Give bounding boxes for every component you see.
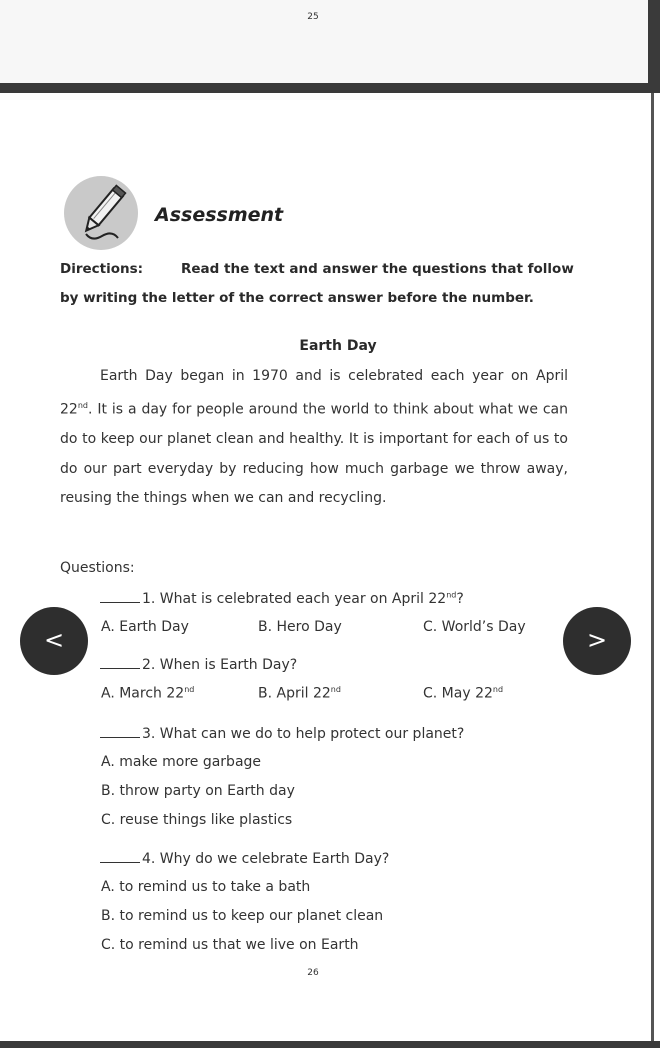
- answer-blank-4: [100, 850, 140, 863]
- question-2-option-a: [101, 685, 194, 702]
- answer-blank-3: [100, 725, 140, 738]
- question-2-text: 2. When is Earth Day?: [142, 657, 298, 673]
- question-2-option-c-superscript: nd: [492, 685, 504, 694]
- question-1-option-c: C. World’s Day: [423, 619, 526, 635]
- story-superscript: nd: [77, 401, 88, 411]
- questions-label: Questions:: [60, 560, 135, 576]
- question-4-option-b: B. to remind us to keep our planet clean: [101, 908, 384, 924]
- question-2-option-c: [423, 685, 503, 702]
- question-2-option-b: [258, 685, 341, 702]
- directions-text-line1: Read the text and answer the questions that follow: [181, 261, 574, 277]
- question-2-option-a-text: A. March 22: [101, 685, 185, 702]
- question-3-text: 3. What can we do to help protect our planet?: [142, 726, 465, 742]
- question-2-option-b-superscript: nd: [330, 685, 341, 694]
- story-text-part1: Earth Day began in 1970 and is celebrated each year on April 22: [60, 368, 568, 418]
- question-4-option-a: A. to remind us to take a bath: [101, 879, 311, 895]
- question-2: [100, 656, 297, 673]
- pencil-icon: [64, 176, 138, 250]
- question-2-option-a-superscript: nd: [184, 685, 195, 694]
- previous-page-button[interactable]: [20, 607, 88, 675]
- directions-label: Directions:: [60, 261, 144, 277]
- question-1-end: ?: [456, 591, 464, 607]
- question-3: [100, 725, 464, 742]
- question-1: [100, 590, 464, 607]
- assessment-title: Assessment: [155, 204, 284, 226]
- directions-text-line2: by writing the letter of the correct answer before the number.: [60, 290, 534, 306]
- page-edge-line: [651, 93, 654, 1043]
- chevron-left-icon: <: [43, 626, 65, 654]
- question-4: [100, 850, 389, 867]
- question-1-text: 1. What is celebrated each year on April 22: [142, 591, 447, 607]
- page-number-bottom: 26: [307, 968, 319, 978]
- question-2-option-c-text: C. May 22: [423, 685, 493, 702]
- chevron-right-icon: >: [586, 626, 608, 654]
- question-1-superscript: nd: [446, 590, 457, 600]
- question-1-option-b: B. Hero Day: [258, 619, 342, 635]
- story-text-part2: . It is a day for people around the world to think about what we can do to keep our planet clean and healthy. It is important for each of us to do our part everyday by reducing how much garbage we throw away, reusing the things when we can and recycling.: [60, 401, 568, 506]
- question-4-option-c: C. to remind us that we live on Earth: [101, 937, 359, 953]
- question-3-option-b: B. throw party on Earth day: [101, 783, 295, 799]
- answer-blank-1: [100, 590, 140, 603]
- page-number-top: 25: [307, 12, 319, 22]
- question-2-option-b-text: B. April 22: [258, 685, 331, 702]
- story-paragraph: [60, 362, 568, 513]
- page-divider: [0, 83, 660, 93]
- question-3-option-c: C. reuse things like plastics: [101, 812, 293, 828]
- question-3-option-a: A. make more garbage: [101, 754, 262, 770]
- bottom-border: [0, 1041, 660, 1048]
- next-page-button[interactable]: [563, 607, 631, 675]
- question-4-text: 4. Why do we celebrate Earth Day?: [142, 851, 390, 867]
- answer-blank-2: [100, 656, 140, 669]
- story-title: Earth Day: [299, 338, 377, 354]
- question-1-option-a: A. Earth Day: [101, 619, 189, 635]
- frame-edge: [648, 0, 660, 83]
